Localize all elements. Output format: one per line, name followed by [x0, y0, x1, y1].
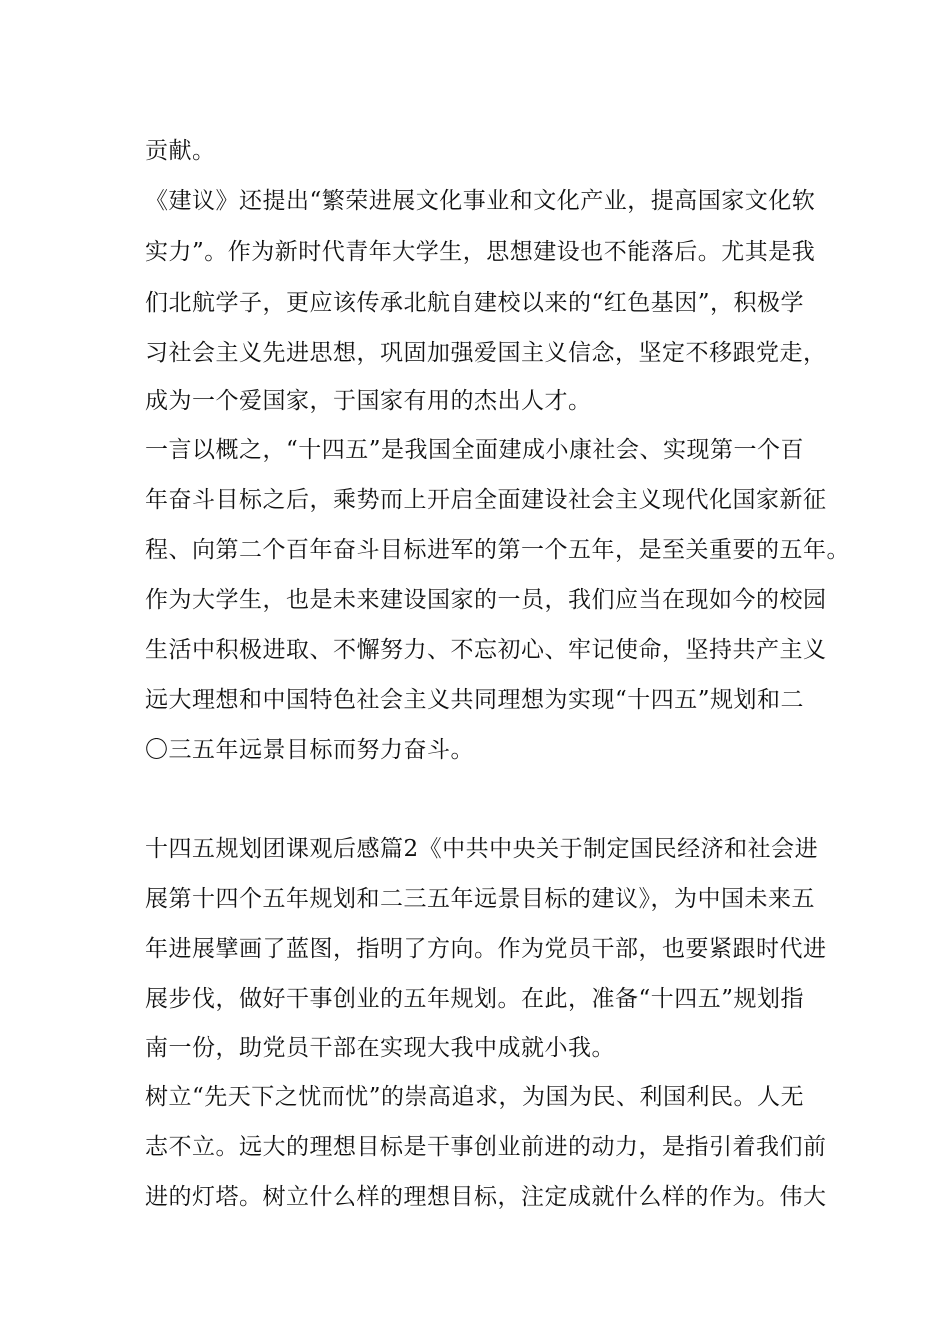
text-line: 〇三五年远景目标而努力奋斗。	[145, 737, 474, 763]
text-line: 十四五规划团课观后感篇2《中共中央关于制定国民经济和社会进	[145, 836, 819, 862]
text-line: 生活中积极进取、不懈努力、不忘初心、牢记使命，坚持共产主义	[145, 637, 827, 663]
text-line: 实力”。作为新时代青年大学生，思想建设也不能落后。尤其是我	[145, 239, 816, 265]
text-line: 作为大学生，也是未来建设国家的一员，我们应当在现如今的校园	[145, 587, 827, 613]
text-line: 年奋斗目标之后，乘势而上开启全面建设社会主义现代化国家新征	[145, 487, 827, 513]
text-line: 贡献。	[145, 138, 216, 164]
text-line: 习社会主义先进思想，巩固加强爱国主义信念，坚定不移跟党走，	[145, 340, 827, 366]
text-line: 年进展擘画了蓝图，指明了方向。作为党员干部，也要紧跟时代进	[145, 936, 827, 962]
text-line: 志不立。远大的理想目标是干事创业前进的动力，是指引着我们前	[145, 1134, 827, 1160]
text-line: 树立“先天下之忧而忧”的崇高追求，为国为民、利国利民。人无	[145, 1084, 805, 1110]
text-line: 《建议》还提出“繁荣进展文化事业和文化产业，提高国家文化软	[145, 188, 816, 214]
text-line: 远大理想和中国特色社会主义共同理想为实现“十四五”规划和二	[145, 687, 805, 713]
text-line: 成为一个爱国家，于国家有用的杰出人才。	[145, 388, 592, 414]
text-line: 一言以概之，“十四五”是我国全面建成小康社会、实现第一个百	[145, 437, 805, 463]
text-line: 们北航学子，更应该传承北航自建校以来的“红色基因”，积极学	[145, 290, 805, 316]
text-line: 南一份，助党员干部在实现大我中成就小我。	[145, 1035, 615, 1061]
text-line: 展第十四个五年规划和二三五年远景目标的建议》，为中国未来五	[145, 886, 815, 912]
text-line: 程、向第二个百年奋斗目标进军的第一个五年，是至关重要的五年。	[145, 537, 850, 563]
text-line: 进的灯塔。树立什么样的理想目标，注定成就什么样的作为。伟大	[145, 1184, 827, 1210]
text-line: 展步伐，做好干事创业的五年规划。在此，准备“十四五”规划指	[145, 986, 805, 1012]
